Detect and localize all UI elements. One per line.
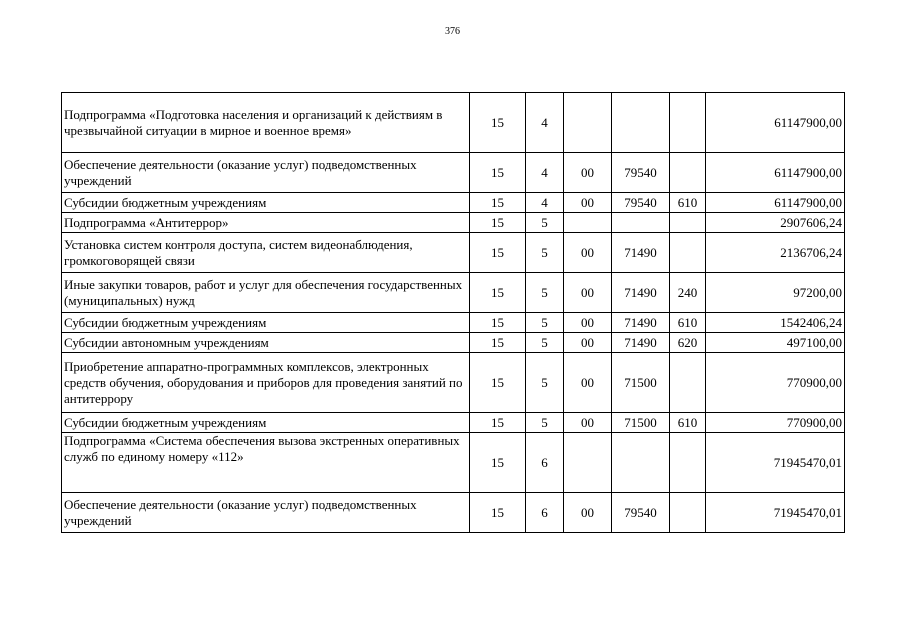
expense-type-code [670,233,706,273]
amount: 1542406,24 [706,313,845,333]
amount: 71945470,01 [706,433,845,493]
code-3 [564,213,612,233]
row-name: Субсидии бюджетным учреждениям [62,413,470,433]
code-3: 00 [564,353,612,413]
expense-type-code [670,433,706,493]
table-row [62,153,845,193]
target-code: 71490 [612,313,670,333]
target-code [612,93,670,153]
code-3: 00 [564,333,612,353]
expense-type-code: 610 [670,313,706,333]
subsection-code: 5 [526,353,564,413]
row-name: Подпрограмма «Система обеспечения вызова экстренных оперативных служб по единому номеру «112» [62,433,470,493]
section-code: 15 [470,313,526,333]
row-name: Субсидии бюджетным учреждениям [62,313,470,333]
code-3: 00 [564,153,612,193]
code-3 [564,93,612,153]
target-code: 71490 [612,233,670,273]
section-code: 15 [470,153,526,193]
target-code: 71490 [612,273,670,313]
table-row [62,353,845,413]
amount: 497100,00 [706,333,845,353]
row-name: Обеспечение деятельности (оказание услуг) подведомственных учреждений [62,493,470,533]
amount: 2136706,24 [706,233,845,273]
row-name: Установка систем контроля доступа, систем видеонаблюдения, громкоговорящей связи [62,233,470,273]
expense-type-code: 620 [670,333,706,353]
subsection-code: 5 [526,233,564,273]
section-code: 15 [470,333,526,353]
row-name: Подпрограмма «Подготовка населения и организаций к действиям в чрезвычайной ситуации в мирное и военное время» [62,93,470,153]
table-row [62,213,845,233]
subsection-code: 4 [526,153,564,193]
target-code: 71500 [612,353,670,413]
row-name: Иные закупки товаров, работ и услуг для обеспечения государственных (муниципальных) нужд [62,273,470,313]
amount: 71945470,01 [706,493,845,533]
amount: 61147900,00 [706,93,845,153]
target-code: 79540 [612,193,670,213]
table-row [62,193,845,213]
amount: 770900,00 [706,353,845,413]
section-code: 15 [470,413,526,433]
subsection-code: 5 [526,313,564,333]
target-code: 79540 [612,153,670,193]
page-number: 376 [445,26,460,37]
amount: 61147900,00 [706,153,845,193]
table-row [62,273,845,313]
section-code: 15 [470,213,526,233]
amount: 61147900,00 [706,193,845,213]
expense-type-code [670,93,706,153]
target-code [612,213,670,233]
section-code: 15 [470,193,526,213]
table-row [62,433,845,493]
amount: 2907606,24 [706,213,845,233]
table-row [62,493,845,533]
row-name: Подпрограмма «Антитеррор» [62,213,470,233]
budget-table [61,92,845,533]
table-row [62,413,845,433]
table-row [62,233,845,273]
code-3: 00 [564,493,612,533]
expense-type-code: 610 [670,413,706,433]
code-3: 00 [564,233,612,273]
table-row [62,333,845,353]
target-code: 79540 [612,493,670,533]
row-name: Субсидии бюджетным учреждениям [62,193,470,213]
subsection-code: 5 [526,333,564,353]
code-3: 00 [564,273,612,313]
amount: 770900,00 [706,413,845,433]
expense-type-code: 240 [670,273,706,313]
section-code: 15 [470,433,526,493]
expense-type-code [670,353,706,413]
section-code: 15 [470,233,526,273]
subsection-code: 4 [526,193,564,213]
subsection-code: 6 [526,493,564,533]
expense-type-code [670,153,706,193]
section-code: 15 [470,353,526,413]
section-code: 15 [470,493,526,533]
subsection-code: 5 [526,413,564,433]
amount: 97200,00 [706,273,845,313]
row-name: Обеспечение деятельности (оказание услуг) подведомственных учреждений [62,153,470,193]
table-row [62,93,845,153]
section-code: 15 [470,93,526,153]
expense-type-code: 610 [670,193,706,213]
subsection-code: 5 [526,273,564,313]
code-3 [564,433,612,493]
section-code: 15 [470,273,526,313]
code-3: 00 [564,193,612,213]
subsection-code: 5 [526,213,564,233]
subsection-code: 6 [526,433,564,493]
subsection-code: 4 [526,93,564,153]
code-3: 00 [564,313,612,333]
target-code: 71500 [612,413,670,433]
target-code: 71490 [612,333,670,353]
target-code [612,433,670,493]
table-row [62,313,845,333]
row-name: Субсидии автономным учреждениям [62,333,470,353]
expense-type-code [670,213,706,233]
row-name: Приобретение аппаратно-программных комплексов, электронных средств обучения, оборудования и приборов для проведения занятий по антитеррору [62,353,470,413]
code-3: 00 [564,413,612,433]
expense-type-code [670,493,706,533]
